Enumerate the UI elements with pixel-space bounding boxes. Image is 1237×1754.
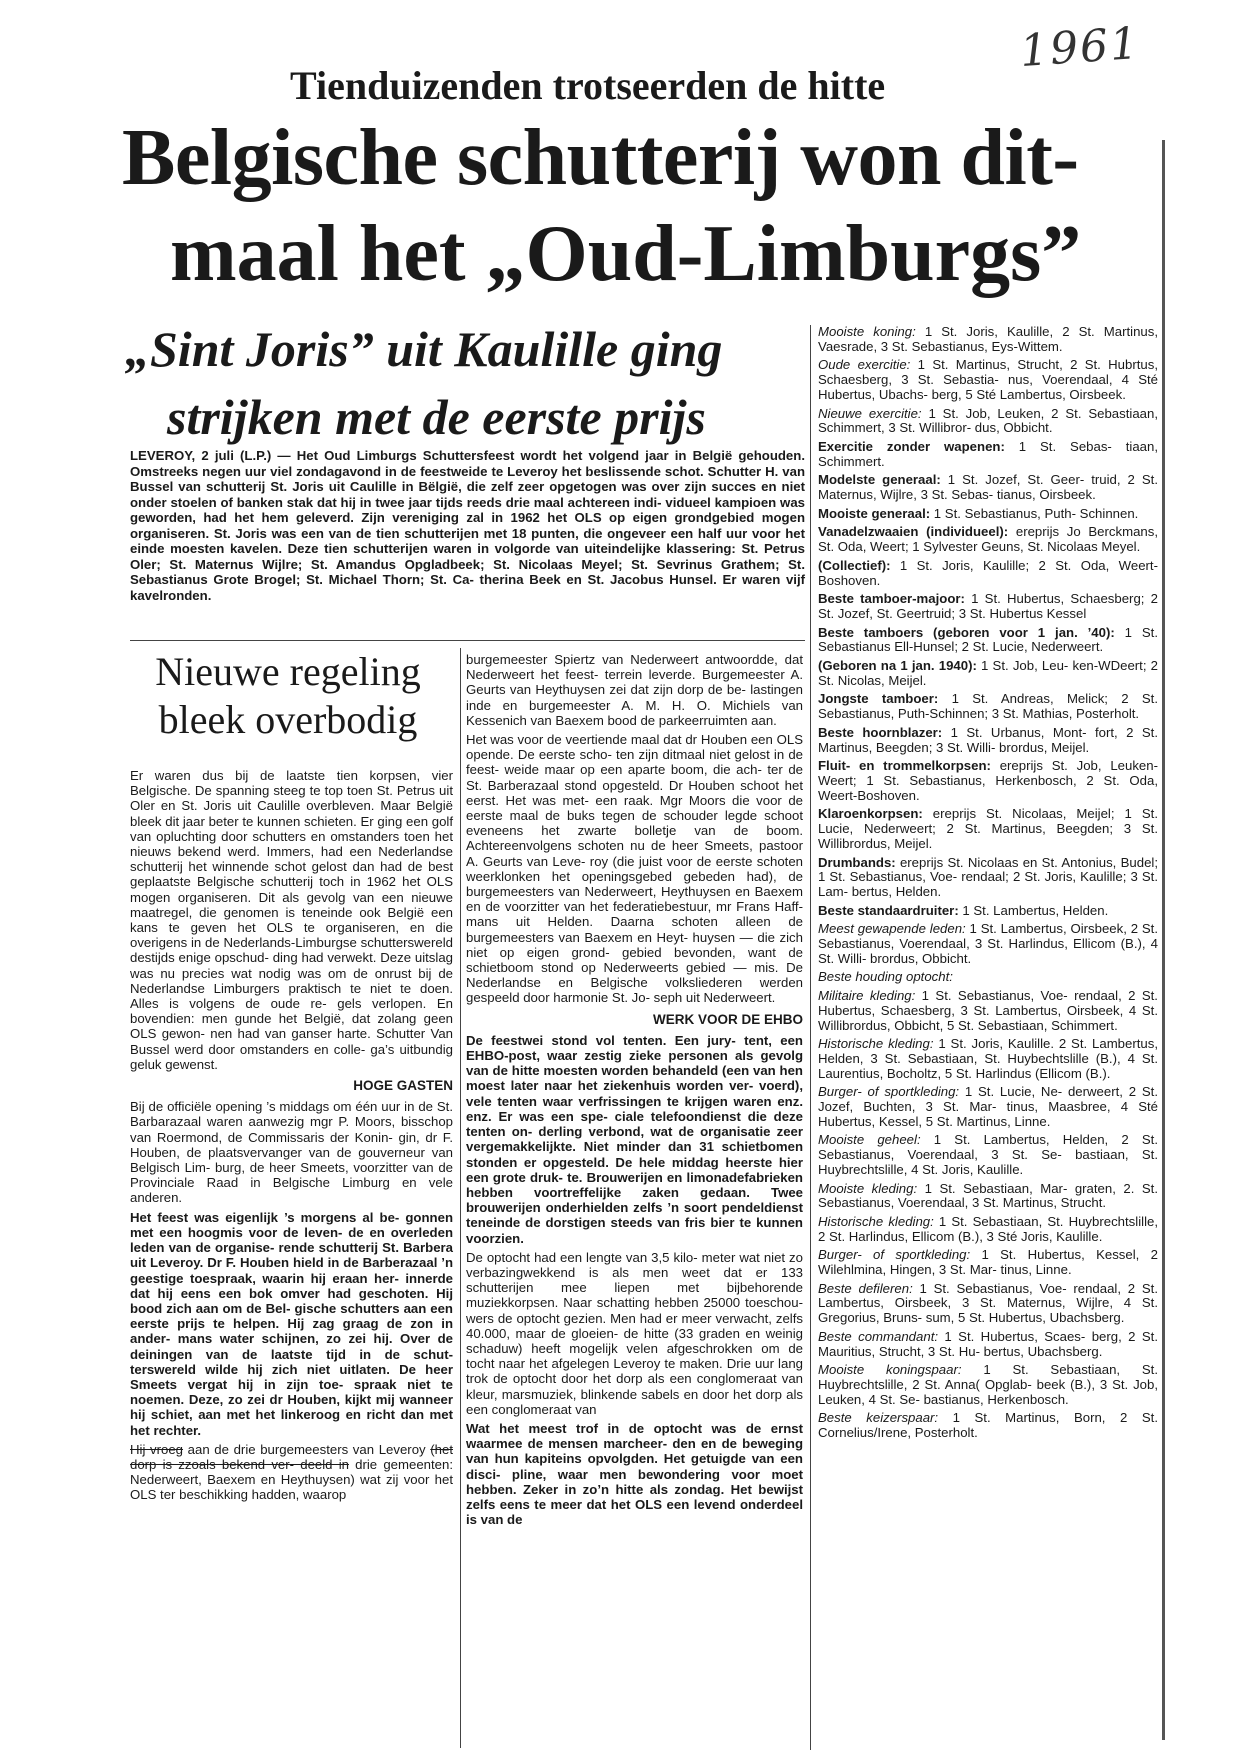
award-winners: ereprijs Jo Berckmans, St. Oda, Weert; 1 Sylvester Geuns, St. Nicolaas Meyel. [818, 524, 1159, 555]
column-divider-left [460, 648, 461, 1748]
award-category: Beste standaardruiter: [818, 902, 959, 918]
award-winners: 1 St. Martinus, Strucht, 2 St. Hubrtus, Schaesberg, 3 St. Sebastia- nus, Voerendaal, 4 Sté Hubertus, Ubachs- berg, 5 Sté Lambertus, Oirsbeek. [818, 357, 1159, 402]
award-winners: ereprijs St. Nicolaas, Meijel; 1 St. Lucie, Nederweert; 2 St. Martinus, Beegden; 3 St. Willibrordus, Meijel. [818, 806, 1158, 851]
award-winners: 1 St. Sebastianus, Puth- Schinnen. [930, 505, 1139, 521]
award-entry [818, 659, 1158, 688]
award-winners: 1 St. Joris, Kaulille. 2 St. Lambertus, Helden, 3 St. Sebastiaan, St. Huybechtslille (B.), 4 St. Laurentius, Bocholtz, 5 St. Harlindus (Ellicom (B.). [818, 1036, 1158, 1081]
award-winners: 1 St. Lucie, Ne- derweert, 2 St. Jozef, Buchten, 3 St. Mar- tinus, Maasbree, 4 Sté Hubertus, Kessel, 5 St. Martinus, Linne. [818, 1084, 1158, 1129]
section-heading-line-2: bleek overbodig [158, 697, 418, 742]
award-winners: 1 St. Joris, Kaulille; 2 St. Oda, Weert-Boshoven. [818, 557, 1158, 588]
award-entry [818, 440, 1158, 469]
award-category: Burger- of sportkleding: [818, 1084, 960, 1100]
award-entry [818, 726, 1158, 755]
award-winners: ereprijs St. Nicolaas en St. Antonius, Budel; 1 St. Sebastianus, Voe- rendaal; 2 St. Joris, Kaulille; 3 St. Lam- bertus, Helden. [818, 854, 1158, 899]
award-category: (Geboren na 1 jan. 1940): [818, 658, 977, 674]
paragraph: Wat het meest trof in de optocht was de ernst waarmee de mensen marcheer- den en de beweging van hun kapiteins opvolgden. Het getuigde van een disci- pline, waar men bewondering voor moet hebben. Zeker in zo’n hitte als zondag. Het bewijst zelfs eens te meer dat het OLS een levend onderdeel is van de [466, 1420, 803, 1528]
award-category: Beste commandant: [818, 1328, 939, 1344]
award-winners: 1 St. Lambertus, Oirsbeek, 2 St. Sebastianus, Voerendaal, 3 St. Harlindus, Ellicom (B.), 4 St. Willi- brordus, Obbicht. [818, 921, 1158, 966]
award-category: Exercitie zonder wapenen: [818, 438, 1005, 454]
column-middle [466, 652, 803, 1531]
headline-line-2: maal het „Oud-Limburgs” [170, 210, 1082, 298]
award-entry [818, 1363, 1158, 1407]
award-winners: 1 St. Lambertus, Helden, 2 St. Sebastianus, Voerendaal, 3 St. Se- bastiaan, St. Huybrechtslille, 4 St. Joris, Kaulille. [818, 1132, 1159, 1177]
award-entry [818, 759, 1158, 803]
award-winners: 1 St. Sebastiaan, St. Huybrechtslille, 2 St. Harlindus, Ellicom (B.), 3 Sté Joris, Kaulille. [818, 1213, 1158, 1244]
dateline: LEVEROY, 2 juli (L.P.) — [130, 448, 291, 463]
award-winners: 1 St. Martinus, Born, 2 St. Cornelius/Irene, Posterholt. [818, 1410, 1158, 1441]
kicker-headline: Tienduizenden trotseerden de hitte [290, 63, 886, 108]
award-category: Fluit- en trommelkorpsen: [818, 758, 991, 774]
award-entry [818, 626, 1158, 655]
paragraph: De feestwei stond vol tenten. Een jury- tent, een EHBO-post, waar zestig zieke personen als gevolg van de hitte moesten worden behandeld (een van hen moest later naar het ziekenhuis worden ver- voerd), vele tenten waar verfrissingen te krijgen waren enz. enz. Er was een spe- ciale telefoondienst die deze tenten on- derling verbond, wat de organisatie zeer vergemakkelijkte. Niet minder dan 31 schietbomen stonden er opgesteld. De hele middag heerste hier een grote druk- te. Brouwerijen en limonadefabrieken hebben voortreffelijke zaken gedaan. Twee brouwerijen onderhielden zelfs ’n soort pendeldienst teneinde de dorstigen steeds van fris bier te kunnen voorzien. [466, 1032, 803, 1246]
paragraph: Er waren dus bij de laatste tien korpsen, vier Belgische. De spanning steeg te top toen St. Petrus uit Oler en St. Joris uit Caulille overbleven. Maar België bleek dit jaar beter te kunnen schieten. Er ging een golf van opluchting door schutters en omstanders toen het nieuws bekend werd. Immers, had een Nederlandse schutterij het winnende schot gelost dan had de best geplaatste Belgische schutterij toch in 1962 het OLS mogen organiseren. Dit als gevolg van een nieuwe maatregel, die genomen is teneinde ook België een kans te geven het OLS te organiseren, en die overigens in de Nederlands-Limburgse schutterswereld destijds enige opschud- ding had verwekt. Deze uitslag was nu precies wat nodig was om de onrust bij de Nederlandse Limburgers praktisch te niet te doen. Alles is volgens de oude re- gels verlopen. En bovendien: men gunde het België, dat zolang geen OLS gewon- nen had van ganser harte. Schutter Van Bussel werd door omstanders en colle- ga’s uitbundig geluk gewenst. [130, 768, 453, 1072]
paragraph: Het feest was eigenlijk ’s morgens al be- gonnen met een hoogmis voor de leven- de en overleden leden van de organise- rende schutterij St. Barbera uit Leveroy. Dr F. Houben hield in de Barberazaal ’n geestige toespraak, waarin hij eraan her- innerde dat hij eens een bok omver had geschoten. Hij bood zich aan om de Bel- gische schutters aan een eerste prijs te helpen. Hij zag graag de zon in ander- mans water schijnen, zo zei hij. Over de deiningen van de laatste tijd in de schut- terswereld wilde hij zich niet uitlaten. De heer Smeets vergat hij in zijn toe- spraak niet te noemen. Deze, zo zei dr Houben, kijkt mij wanneer hij schiet, aan met het linkeroog en richt dan met het rechter. [130, 1209, 453, 1438]
award-winners: 1 St. Sebastianus, Voe- rendaal, 2 St. Hubertus, Schaesberg, 3 St. Lambertus, Oirsbeek, 4 St. Willibrordus, Obbicht, 5 St. Sebastiaan, Schimmert. [818, 988, 1158, 1033]
award-category: Mooiste geheel: [818, 1132, 921, 1148]
award-entry [818, 1215, 1158, 1244]
section-heading-nieuwe-regeling [118, 648, 458, 744]
column-left [130, 768, 453, 1507]
intro-divider [130, 640, 805, 641]
main-headline [122, 110, 1162, 302]
section-heading-ehbo: WERK VOOR DE EHBO [652, 1011, 803, 1027]
award-winners: 1 St. Sebastianus, Voe- rendaal, 2 St. Lambertus, Oirsbeek, 3 St. Maternus, Wijlre, 4 St. Gregorius, Bruns- sum, 5 St. Hubertus, Ubachsberg. [818, 1280, 1158, 1326]
award-category: Nieuwe exercitie: [818, 405, 922, 421]
subheadline [125, 315, 815, 451]
award-entry [818, 970, 1158, 985]
award-category: Vanadelzwaaien (individueel): [818, 524, 1009, 540]
award-entry [818, 807, 1158, 851]
award-category: Oude exercitie: [818, 357, 911, 373]
award-winners: 1 St. Hubertus, Scaes- berg, 2 St. Mauritius, Strucht, 3 St. Hu- bertus, Ubachsberg. [818, 1328, 1158, 1359]
award-entry [818, 922, 1158, 966]
award-winners: 1 St. Andreas, Melick; 2 St. Sebastianus, Puth-Schinnen; 3 St. Mathias, Posterholt. [818, 691, 1159, 722]
award-category: Militaire kleding: [818, 988, 916, 1004]
award-winners: 1 St. Sebas- tiaan, Schimmert. [818, 438, 1158, 469]
award-entry [818, 1411, 1158, 1440]
award-entry [818, 507, 1158, 522]
column-divider-right [810, 325, 811, 1750]
award-category: Historische kleding: [818, 1036, 934, 1052]
award-entry [818, 1037, 1158, 1081]
award-entry [818, 592, 1158, 621]
clipping-edge [1162, 140, 1165, 1740]
award-entry [818, 1182, 1158, 1211]
award-winners: 1 St. Jozef, St. Geer- truid, 2 St. Maternus, Wijlre, 3 St. Sebas- tianus, Oirsbeek. [818, 472, 1158, 503]
award-entry [818, 325, 1158, 354]
intro-paragraph [130, 448, 805, 603]
subheadline-line-2: strijken met de eerste prijs [167, 389, 706, 445]
award-category: Beste tamboers (geboren voor 1 jan. ’40): [818, 624, 1115, 640]
award-entry [818, 525, 1158, 554]
award-entry [818, 473, 1158, 502]
section-heading-hoge-gasten: HOGE GASTEN [353, 1078, 453, 1094]
award-winners: 1 St. Joris, Kaulille, 2 St. Martinus, Vaesrade, 3 St. Sebastianus, Eys-Wittem. [818, 324, 1158, 354]
award-entry [818, 989, 1158, 1033]
award-category: Mooiste kleding: [818, 1180, 918, 1196]
award-category: (Collectief): [818, 557, 891, 573]
struck-text: (het dorp is zzoals bekend ver- deeld in [130, 1441, 453, 1472]
award-winners: 1 St. Sebastiaan, Mar- graten, 2. St. Sebastianus, Voerendaal, 3 St. Martinus, Strucht. [818, 1180, 1159, 1211]
award-entry [818, 1133, 1158, 1177]
award-category: Beste houding optocht: [818, 969, 953, 985]
award-entry [818, 407, 1158, 436]
award-winners: 1 St. Sebastiaan, St. Huybrechtslille, 2 St. Anna( Opglab- beek (B.), 3 St. Job, Leuken, 4 St. Se- bastianus, Herkenbosch. [818, 1362, 1159, 1407]
paragraph: Hij vroeg aan de drie burgemeesters van Leveroy (het dorp is zzoals bekend ver- deeld in drie gemeenten: Nederweert, Baexem en Heythuysen) wat zij voor het OLS ter beschikking hadden, waarop [130, 1441, 453, 1503]
award-category: Mooiste koning: [818, 324, 916, 339]
award-category: Mooiste koningspaar: [818, 1362, 962, 1378]
award-entry [818, 358, 1158, 402]
award-winners: 1 St. Sebastianus Ell-Hunsel; 2 St. Lucie, Nederweert. [818, 624, 1158, 655]
award-category: Drumbands: [818, 854, 896, 870]
award-category: Klaroenkorpsen: [818, 806, 923, 822]
award-category: Beste keizerspaar: [818, 1410, 939, 1426]
award-entry [818, 559, 1158, 588]
award-category: Jongste tamboer: [818, 691, 939, 707]
award-entry [818, 692, 1158, 721]
struck-text: Hij vroeg [130, 1441, 184, 1457]
award-category: Beste hoornblazer: [818, 724, 943, 740]
paragraph: De optocht had een lengte van 3,5 kilo- meter wat niet zo verbazingwekkend is als men weet dat er 133 schutterijen mee liepen met bijbehorende muziekkorpsen. Naar schatting hebben 25000 toeschou- wers de optocht gezien. Men had er meer verwacht, zelfs 40.000, maar de gloeien- de hitte (33 graden en weinig schaduw) heeft mogelijk velen afgeschrokken om de tocht naar het afgelegen Leveroy te maken. Drie uur lang trok de optocht door het dorp als een conglomeraat van kleur, marsmuziek, blinkende sabels en door het dorp als een conglomeraat van [466, 1249, 803, 1417]
award-entry [818, 904, 1158, 919]
award-entry [818, 1248, 1158, 1277]
award-category: Beste tamboer-majoor: [818, 591, 965, 607]
paragraph: burgemeester Spiertz van Nederweert antwoordde, dat Nederweert het feest- terrein leverde. Burgemeester A. Geurts van Heythuysen zei dat zijn dorp de be- lastingen inde en burgemeester A. M. H. O. Michiels van Kessenich van Baexem bood de parkeerruimten aan. [466, 652, 803, 728]
paragraph: Bij de officiële opening ’s middags om één uur in de St. Barbarazaal waren aanwezig mgr P. Moors, bisschop van Roermond, de Commissaris der Konin- gin, dr F. Houben, de plaatsvervanger van de gouverneur van Belgisch Lim- burg, de heer Smeets, voorzitter van de Provinciale Raad in Belgische Limburg en vele anderen. [130, 1099, 453, 1206]
award-winners: 1 St. Job, Leuken, 2 St. Sebastiaan, Schimmert, 3 St. Willibror- dus, Obbicht. [818, 405, 1158, 436]
handwritten-year: 1961 [1018, 17, 1142, 78]
award-category: Beste defileren: [818, 1280, 913, 1296]
award-winners: 1 St. Hubertus, Kessel, 2 Wilehlmina, Hingen, 3 St. Mar- tinus, Linne. [818, 1247, 1158, 1278]
award-entry [818, 1085, 1158, 1129]
award-category: Historische kleding: [818, 1213, 934, 1229]
headline-line-1: Belgische schutterij won dit- [122, 114, 1079, 202]
award-winners: ereprijs St. Job, Leuken-Weert; 1 St. Sebastianus, Herkenbosch, 2 St. Oda, Weert-Boshoven. [818, 758, 1158, 803]
award-entry [818, 1282, 1158, 1326]
award-entry [818, 856, 1158, 900]
award-category: Modelste generaal: [818, 472, 941, 488]
award-winners: 1 St. Hubertus, Schaesberg; 2 St. Jozef, St. Geertruid; 3 St. Hubertus Kessel [818, 591, 1158, 621]
paragraph: Het was voor de veertiende maal dat dr Houben een OLS opende. De eerste scho- ten zijn ditmaal niet gelost in de feest- weide maar op een aparte boom, die ach- ter de St. Barberazaal stond opgesteld. Dr Houben schoot het eerst. Het was met- een raak. Mgr Moors die voor de eerste maal de buks tegen de schouder legde schoot eveneens het zwarte bolletje van de boom. Achtereenvolgens schoten nu de heer Smeets, pastoor A. Geurts van Leve- roy (die juist voor de eerste schoten weerklonken het openingsgebed gebeden had), de burgemeesters van Nederweert, Heythuysen en Baexem en de voorzitter van het federatiebestuur, mr Frans Haff- mans uit Helden. Daarna schoten alleen de burgemeesters van Baexem en Heyt- huysen — die zich niet op eigen grond- gebied bevonden, want de schietboom stond op Nederweerts gebied — mis. De Nederlandse en Belgische volksliederen werden gespeeld door harmonie St. Jo- seph uit Nederweert. [466, 732, 803, 1006]
column-right-awards [818, 325, 1158, 1445]
award-winners: 1 St. Job, Leu- ken-WDeert; 2 St. Nicolas, Meijel. [818, 658, 1158, 688]
subheadline-line-1: „Sint Joris” uit Kaulille ging [125, 321, 723, 377]
award-category: Mooiste generaal: [818, 505, 931, 521]
award-category: Meest gewapende leden: [818, 921, 966, 937]
award-category: Burger- of sportkleding: [818, 1247, 971, 1263]
section-heading-line-1: Nieuwe regeling [155, 649, 421, 694]
award-entry [818, 1330, 1158, 1359]
award-winners: 1 St. Lambertus, Helden. [958, 902, 1109, 918]
award-winners: 1 St. Urbanus, Mont- fort, 2 St. Martinus, Beegden; 3 St. Willi- brordus, Meijel. [818, 724, 1158, 755]
intro-body: Het Oud Limburgs Schuttersfeest wordt het volgend jaar in België gehouden. Omstreeks negen uur viel zondagavond in de feestweide te Leveroy het beslissende schot. Schutter H. van Bussel van schutterij St. Joris uit Caulille in Bëlgië, die zelf zeer opgetogen was over zijn succes en niet onder stoelen of banken stak dat hij in twee jaar tijds reeds drie maal achtereen indi- vidueel kampioen was geworden, had het hem geleverd. Zijn vereniging zal in 1962 het OLS op eigen grondgebied mogen organiseren. St. Joris was een van de tien schutterijen met 18 punten, die ongeveer een half uur voor het einde moesten kavelen. Deze tien schutterijen waren in volgorde van uiteindelijke klassering: St. Petrus Oler; St. Maternus Wijlre; St. Amandus Opgladbeek; St. Nicolaas Meyel; St. Sevrinus Grathem; St. Sebastianus Grote Brogel; St. Michael Thorn; St. Ca- therina Beek en St. Jacobus Hunsel. Er waren vijf kavelronden. [130, 448, 805, 603]
